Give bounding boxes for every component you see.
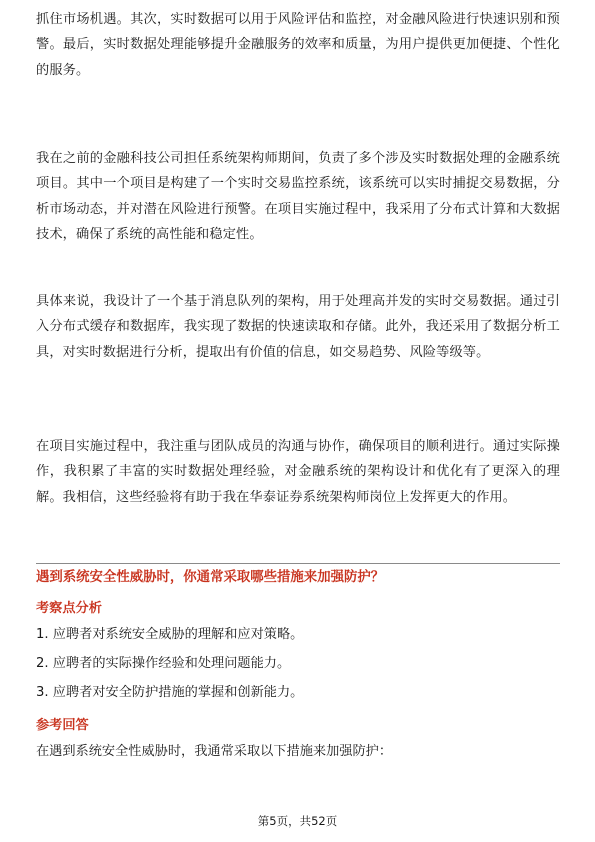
interview-question: 遇到系统安全性威胁时，你通常采取哪些措施来加强防护？: [36, 570, 385, 585]
answer-heading: 参考回答: [36, 718, 89, 733]
section-divider: [36, 563, 560, 564]
body-paragraph: 抓住市场机遇。其次，实时数据可以用于风险评估和监控，对金融风险进行快速识别和预警。最后，实时数据处理能够提升金融服务的效率和质量，为用户提供更加便捷、个性化的服务。: [36, 12, 560, 78]
body-paragraph: 具体来说，我设计了一个基于消息队列的架构，用于处理高并发的实时交易数据。通过引入分布式缓存和数据库，我实现了数据的快速读取和存储。此外，我还采用了数据分析工具，对实时数据进行分析，提取出有价值的信息，如交易趋势、风险等级等。: [36, 294, 560, 360]
analysis-list-item: 3. 应聘者对安全防护措施的掌握和创新能力。: [36, 685, 304, 700]
answer-text: 在遇到系统安全性威胁时，我通常采取以下措施来加强防护：: [36, 744, 393, 759]
body-paragraph: 在项目实施过程中，我注重与团队成员的沟通与协作，确保项目的顺利进行。通过实际操作，我积累了丰富的实时数据处理经验，对金融系统的架构设计和优化有了更深入的理解。我相信，这些经验将有助于我在华泰证券系统架构师岗位上发挥更大的作用。: [36, 439, 560, 505]
page-number: 第5页，共52页: [257, 814, 338, 828]
body-paragraph: 我在之前的金融科技公司担任系统架构师期间，负责了多个涉及实时数据处理的金融系统项目。其中一个项目是构建了一个实时交易监控系统，该系统可以实时捕捉交易数据，分析市场动态，并对潜在风险进行预警。在项目实施过程中，我采用了分布式计算和大数据技术，确保了系统的高性能和稳定性。: [36, 151, 560, 243]
analysis-heading: 考察点分析: [36, 601, 102, 616]
analysis-list-item: 1. 应聘者对系统安全威胁的理解和应对策略。: [36, 627, 304, 642]
analysis-list-item: 2. 应聘者的实际操作经验和处理问题能力。: [36, 656, 291, 671]
document-page: [36, 0, 560, 842]
